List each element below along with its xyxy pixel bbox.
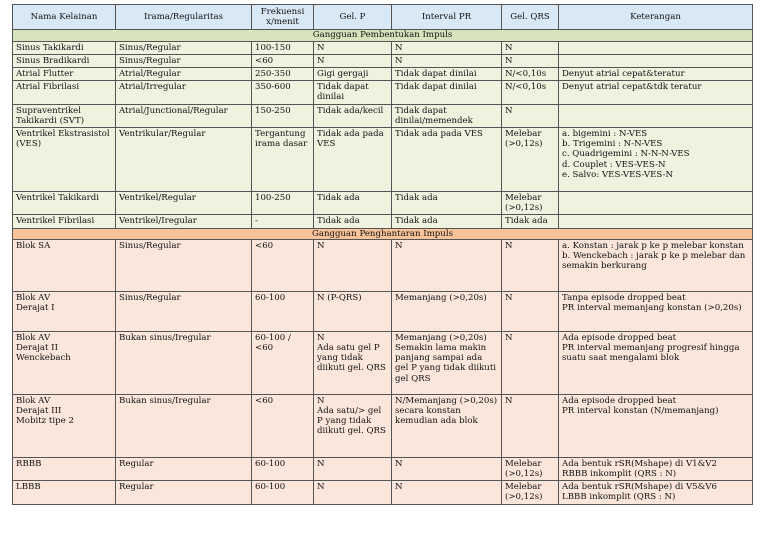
qrs-cell: N/<0,10s — [502, 81, 559, 104]
name-cell: Sinus Bradikardi — [13, 54, 116, 67]
name-cell: Supraventrikel Takikardi (SVT) — [13, 104, 116, 127]
name-cell: RBBB — [13, 457, 116, 480]
name-cell: Sinus Takikardi — [13, 41, 116, 54]
rhythm-cell: Sinus/Regular — [116, 291, 252, 331]
pr-interval-cell: Tidak dapat dinilai/memendek — [392, 104, 502, 127]
name-cell: Atrial Fibrilasi — [13, 81, 116, 104]
notes-cell — [559, 192, 753, 215]
table-body — [13, 30, 753, 504]
name-cell: Blok AV Derajat III Mobitz tipe 2 — [13, 394, 116, 457]
header-p-wave: Gel. P — [314, 5, 392, 30]
ecg-abnormalities-table — [12, 4, 753, 505]
pr-interval-cell: Memanjang (>0,20s) Semakin lama makin panjang sampai ada gel P yang tidak diikuti gel QRS — [392, 331, 502, 394]
section-title: Gangguan Penghantaran Impuls — [13, 228, 753, 239]
header-frequency: Frekuensi x/menit — [252, 5, 314, 30]
pr-interval-cell: Tidak ada — [392, 215, 502, 228]
pr-interval-cell: Tidak ada pada VES — [392, 128, 502, 192]
table-row — [13, 457, 753, 480]
notes-cell: Ada episode dropped beat PR interval memanjang progresif hingga suatu saat mengalami blok — [559, 331, 753, 394]
notes-cell — [559, 215, 753, 228]
rhythm-cell: Sinus/Regular — [116, 41, 252, 54]
rhythm-cell: Bukan sinus/Iregular — [116, 394, 252, 457]
notes-cell: Denyut atrial cepat&tdk teratur — [559, 81, 753, 104]
name-cell: Ventrikel Fibrilasi — [13, 215, 116, 228]
qrs-cell: N — [502, 394, 559, 457]
frequency-cell: Tergantung irama dasar — [252, 128, 314, 192]
p-wave-cell: N Ada satu gel P yang tidak diikuti gel. QRS — [314, 331, 392, 394]
frequency-cell: 60-100 — [252, 481, 314, 504]
header-name: Nama Kelainan — [13, 5, 116, 30]
rhythm-cell: Regular — [116, 457, 252, 480]
notes-cell — [559, 41, 753, 54]
table-row — [13, 68, 753, 81]
table-row — [13, 54, 753, 67]
header-rhythm: Irama/Regularitas — [116, 5, 252, 30]
pr-interval-cell: Memanjang (>0,20s) — [392, 291, 502, 331]
rhythm-cell: Bukan sinus/Iregular — [116, 331, 252, 394]
pr-interval-cell: N/Memanjang (>0,20s) secara konstan kemudian ada blok — [392, 394, 502, 457]
p-wave-cell: Tidak ada pada VES — [314, 128, 392, 192]
rhythm-cell: Atrial/Junctional/Regular — [116, 104, 252, 127]
rhythm-cell: Atrial/Regular — [116, 68, 252, 81]
frequency-cell: 150-250 — [252, 104, 314, 127]
table-row — [13, 394, 753, 457]
table-row — [13, 331, 753, 394]
qrs-cell: Tidak ada — [502, 215, 559, 228]
rhythm-cell: Atrial/Irregular — [116, 81, 252, 104]
frequency-cell: - — [252, 215, 314, 228]
rhythm-cell: Ventrikel/Iregular — [116, 215, 252, 228]
section-title: Gangguan Pembentukan Impuls — [13, 30, 753, 41]
notes-cell — [559, 54, 753, 67]
p-wave-cell: Tidak dapat dinilai — [314, 81, 392, 104]
frequency-cell: <60 — [252, 394, 314, 457]
table-row — [13, 128, 753, 192]
rhythm-cell: Ventrikel/Regular — [116, 192, 252, 215]
p-wave-cell: N — [314, 54, 392, 67]
name-cell: Atrial Flutter — [13, 68, 116, 81]
frequency-cell: 60-100 — [252, 457, 314, 480]
p-wave-cell: Tidak ada — [314, 192, 392, 215]
notes-cell — [559, 104, 753, 127]
notes-cell: Ada bentuk rSR(Mshape) di V5&V6 LBBB inkomplit (QRS : N) — [559, 481, 753, 504]
name-cell: Ventrikel Takikardi — [13, 192, 116, 215]
header-row — [13, 5, 753, 30]
rhythm-cell: Ventrikular/Regular — [116, 128, 252, 192]
notes-cell: a. bigemini : N-VES b. Trigemini : N-N-VES c. Quadrigemini : N-N-N-VES d. Couplet : VES-VES-N e. Salvo: VES-VES-VES-N — [559, 128, 753, 192]
rhythm-cell: Regular — [116, 481, 252, 504]
section-row — [13, 228, 753, 239]
name-cell: Ventrikel Ekstrasistol (VES) — [13, 128, 116, 192]
frequency-cell: 350-600 — [252, 81, 314, 104]
p-wave-cell: Tidak ada — [314, 215, 392, 228]
pr-interval-cell: N — [392, 54, 502, 67]
p-wave-cell: N — [314, 481, 392, 504]
name-cell: Blok AV Derajat II Wenckebach — [13, 331, 116, 394]
frequency-cell: <60 — [252, 239, 314, 291]
table-row — [13, 239, 753, 291]
table-row — [13, 215, 753, 228]
frequency-cell: <60 — [252, 54, 314, 67]
qrs-cell: N — [502, 54, 559, 67]
notes-cell: Tanpa episode dropped beat PR interval memanjang konstan (>0,20s) — [559, 291, 753, 331]
notes-cell: Ada episode dropped beat PR interval konstan (N/memanjang) — [559, 394, 753, 457]
ecg-abnormalities-table-container — [12, 4, 752, 505]
table-row — [13, 41, 753, 54]
table-row — [13, 81, 753, 104]
header-notes: Keterangan — [559, 5, 753, 30]
qrs-cell: Melebar (>0,12s) — [502, 128, 559, 192]
pr-interval-cell: Tidak dapat dinilai — [392, 81, 502, 104]
p-wave-cell: Gigi gergaji — [314, 68, 392, 81]
qrs-cell: N/<0,10s — [502, 68, 559, 81]
frequency-cell: 60-100 / <60 — [252, 331, 314, 394]
p-wave-cell: N — [314, 457, 392, 480]
name-cell: LBBB — [13, 481, 116, 504]
p-wave-cell: N Ada satu/> gel P yang tidak diikuti gel. QRS — [314, 394, 392, 457]
qrs-cell: N — [502, 291, 559, 331]
p-wave-cell: N — [314, 239, 392, 291]
notes-cell: a. Konstan : jarak p ke p melebar konstan b. Wenckebach : jarak p ke p melebar dan semakin berkurang — [559, 239, 753, 291]
pr-interval-cell: N — [392, 481, 502, 504]
table-row — [13, 481, 753, 504]
pr-interval-cell: N — [392, 457, 502, 480]
qrs-cell: Melebar (>0,12s) — [502, 192, 559, 215]
p-wave-cell: N (P-QRS) — [314, 291, 392, 331]
notes-cell: Ada bentuk rSR(Mshape) di V1&V2 RBBB inkomplit (QRS : N) — [559, 457, 753, 480]
qrs-cell: N — [502, 41, 559, 54]
rhythm-cell: Sinus/Regular — [116, 54, 252, 67]
qrs-cell: N — [502, 331, 559, 394]
name-cell: Blok SA — [13, 239, 116, 291]
frequency-cell: 100-150 — [252, 41, 314, 54]
notes-cell: Denyut atrial cepat&teratur — [559, 68, 753, 81]
table-row — [13, 192, 753, 215]
qrs-cell: N — [502, 104, 559, 127]
qrs-cell: N — [502, 239, 559, 291]
rhythm-cell: Sinus/Regular — [116, 239, 252, 291]
pr-interval-cell: N — [392, 41, 502, 54]
qrs-cell: Melebar (>0,12s) — [502, 481, 559, 504]
frequency-cell: 100-250 — [252, 192, 314, 215]
header-pr-interval: Interval PR — [392, 5, 502, 30]
header-qrs: Gel. QRS — [502, 5, 559, 30]
section-row — [13, 30, 753, 41]
pr-interval-cell: Tidak dapat dinilai — [392, 68, 502, 81]
p-wave-cell: Tidak ada/kecil — [314, 104, 392, 127]
qrs-cell: Melebar (>0,12s) — [502, 457, 559, 480]
frequency-cell: 250-350 — [252, 68, 314, 81]
frequency-cell: 60-100 — [252, 291, 314, 331]
table-row — [13, 291, 753, 331]
p-wave-cell: N — [314, 41, 392, 54]
pr-interval-cell: Tidak ada — [392, 192, 502, 215]
pr-interval-cell: N — [392, 239, 502, 291]
name-cell: Blok AV Derajat I — [13, 291, 116, 331]
table-row — [13, 104, 753, 127]
